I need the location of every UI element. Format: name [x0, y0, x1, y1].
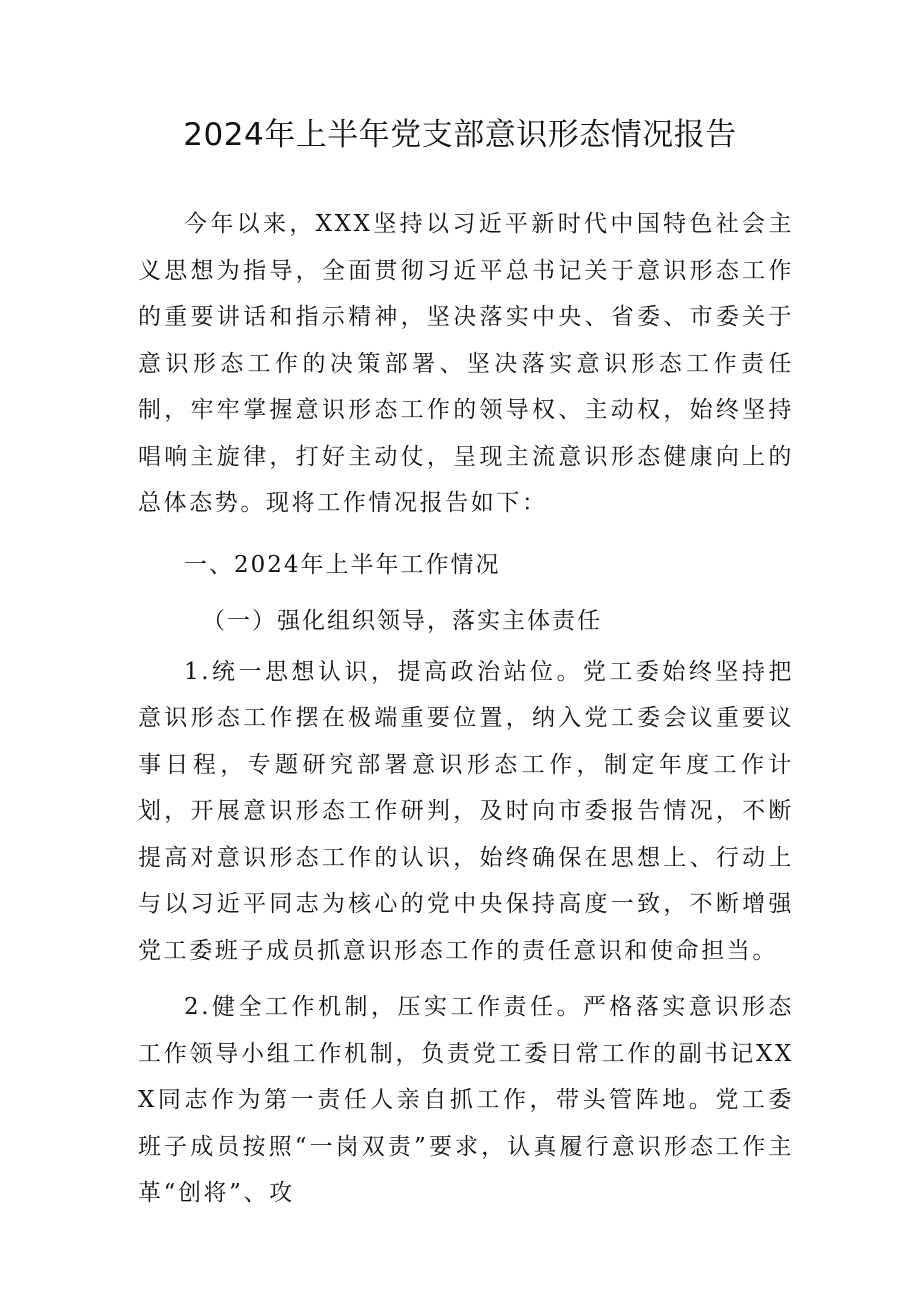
document-title: 2024年上半年党支部意识形态情况报告 [183, 117, 737, 153]
item-paragraph-1: 1.统一思想认识，提高政治站位。党工委始终坚持把意识形态工作摆在极端重要位置，纳入党工委会议重要议事日程，专题研究部署意识形态工作，制定年度工作计划，开展意识形态工作研判，及时向市委报告情况，不断提高对意识形态工作的认识，始终确保在思想上、行动上与以习近平同志为核心的党中央保持高度一致，不断增强党工委班子成员抓意识形态工作的责任意识和使命担当。 [138, 658, 794, 964]
section-heading-1: 一、2024年上半年工作情况 [184, 551, 501, 578]
item-paragraph-2: 2.健全工作机制，压实工作责任。严格落实意识形态工作领导小组工作机制，负责党工委日常工作的副书记XXX同志作为第一责任人亲自抓工作，带头管阵地。党工委班子成员按照“一岗双责”要求，认真履行意识形态工作主革“创将”、攻 [138, 994, 794, 1206]
subsection-heading-1: （一）强化组织领导，落实主体责任 [202, 607, 602, 634]
document-body [138, 201, 794, 1217]
intro-paragraph: 今年以来，XXX坚持以习近平新时代中国特色社会主义思想为指导，全面贯彻习近平总书记关于意识形态工作的重要讲话和指示精神，坚决落实中央、省委、市委关于意识形态工作的决策部署、坚决落实意识形态工作责任制，牢牢掌握意识形态工作的领导权、主动权，始终坚持唱响主旋律，打好主动仗，呈现主流意识形态健康向上的总体态势。现将工作情况报告如下： [138, 211, 794, 516]
